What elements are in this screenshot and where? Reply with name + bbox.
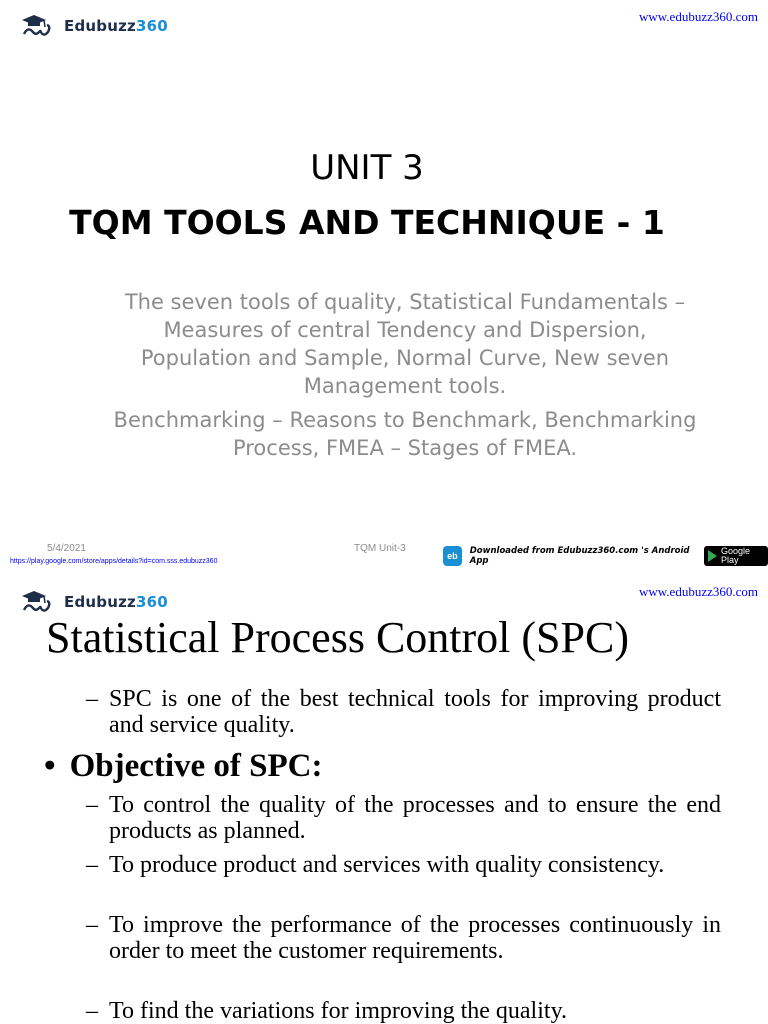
google-play-badge[interactable] xyxy=(704,546,768,566)
app-icon: eb xyxy=(443,546,462,566)
subtitle-benchmarking: Benchmarking – Reasons to Benchmark, Benchmarking Process, FMEA – Stages of FMEA. xyxy=(113,408,697,460)
objective-item: To produce product and services with quality consistency. xyxy=(109,852,665,878)
dash-bullet: – xyxy=(86,792,98,818)
objective-item: To find the variations for improving the quality. xyxy=(109,998,568,1024)
graduation-cap-icon xyxy=(18,12,62,40)
objective-heading: Objective of SPC: xyxy=(69,748,323,784)
play-icon xyxy=(708,550,717,562)
intro-text: SPC is one of the best technical tools for improving product and service quality. xyxy=(109,686,721,738)
slide-title: TQM TOOLS AND TECHNIQUE - 1 xyxy=(69,203,665,242)
slide-title: Statistical Process Control (SPC) xyxy=(46,613,629,662)
objective-item: To control the quality of the processes and to ensure the end products as planned. xyxy=(109,792,721,844)
download-text: Downloaded from Edubuzz360.com 's Android App xyxy=(469,546,690,566)
footer-center: TQM Unit-3 xyxy=(354,543,406,554)
objective-heading-row xyxy=(44,748,323,785)
site-link[interactable]: www.edubuzz360.com xyxy=(638,9,758,24)
download-banner[interactable] xyxy=(443,546,768,566)
dash-bullet: – xyxy=(86,998,98,1024)
brand-name: Edubuzz360 xyxy=(64,593,168,611)
site-link[interactable]: www.edubuzz360.com xyxy=(638,584,758,599)
dash-bullet: – xyxy=(86,686,98,712)
objective-item: To improve the performance of the processes continuously in order to meet the customer requirements. xyxy=(109,912,721,964)
dash-bullet: – xyxy=(86,912,98,938)
google-play-label: Google Play xyxy=(721,546,751,565)
dash-bullet: – xyxy=(86,852,98,878)
unit-heading: UNIT 3 xyxy=(310,148,424,188)
subtitle-topics: The seven tools of quality, Statistical Fundamentals – Measures of central Tendency and Dispersion, Population and Sample, Normal Curve, New seven Management tools. xyxy=(124,290,686,398)
edubuzz-logo[interactable] xyxy=(18,12,168,40)
slide-2 xyxy=(0,576,768,1024)
brand-name: Edubuzz360 xyxy=(64,17,168,35)
bullet-dot: • xyxy=(44,748,56,784)
play-store-url[interactable]: https://play.google.com/store/apps/details?id=com.sss.edubuzz360 xyxy=(10,558,218,565)
footer-date: 5/4/2021 xyxy=(47,543,86,554)
